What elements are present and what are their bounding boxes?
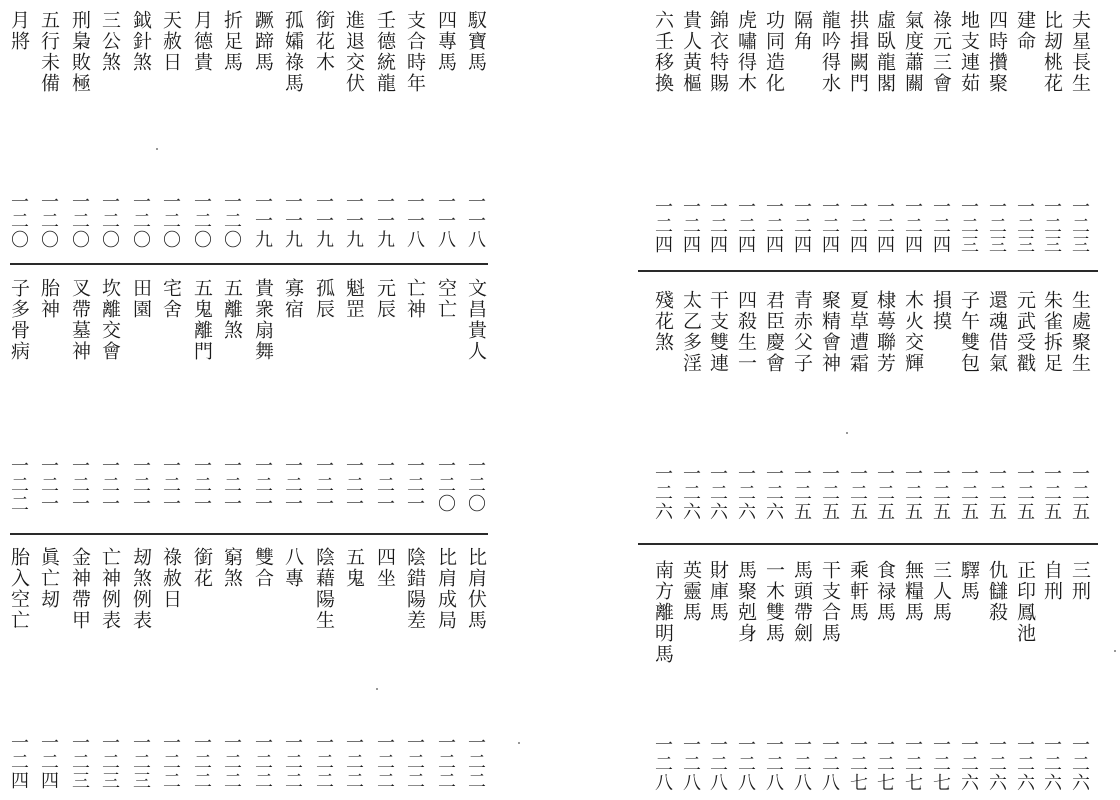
page-number-col: 一二〇 <box>8 192 29 249</box>
index-entry: 窮煞 <box>221 547 243 589</box>
left-tier1-entries <box>0 10 560 130</box>
page-number-col: 一一九 <box>282 192 303 249</box>
right-tier1-entries <box>560 10 1120 130</box>
index-entry: 蹶蹄馬 <box>252 10 274 73</box>
page-number-col: 一二五 <box>819 464 840 521</box>
index-entry: 刼煞例表 <box>130 547 152 631</box>
index-entry: 木火交輝 <box>902 290 924 374</box>
page-number-col: 一一九 <box>374 192 395 249</box>
index-entry: 田園 <box>130 278 152 320</box>
page-number-col: 一二一 <box>69 456 90 513</box>
page-number-col: 一二一 <box>252 456 273 513</box>
page-number-col: 一二一 <box>130 456 151 513</box>
index-entry: 進退交伏 <box>343 10 365 94</box>
page-number-col: 一二四 <box>735 197 756 254</box>
page-number-col: 一二二 <box>252 733 273 790</box>
page-number-col: 一二六 <box>707 464 728 521</box>
page-number-col: 一二〇 <box>38 192 59 249</box>
index-entry: 英靈馬 <box>680 560 702 623</box>
index-entry: 無糧馬 <box>902 560 924 623</box>
page-number-col: 一二六 <box>1069 735 1090 792</box>
page-number-col: 一二六 <box>680 464 701 521</box>
index-entry: 四殺生一 <box>735 290 757 374</box>
page-number-col: 一二二 <box>465 733 486 790</box>
index-entry: 折足馬 <box>221 10 243 73</box>
left-tier3-numbers <box>0 733 560 793</box>
left-tier2-numbers <box>0 456 560 516</box>
page-number-col: 一二六 <box>735 464 756 521</box>
right-page <box>560 0 1120 800</box>
page-number-col: 一二二 <box>191 733 212 790</box>
index-entry: 龍吟得水 <box>819 10 841 94</box>
page-number-col: 一二五 <box>930 464 951 521</box>
scan-speck <box>156 148 158 150</box>
page-number-col: 一二三 <box>986 197 1007 254</box>
index-entry: 子多骨病 <box>8 278 30 362</box>
index-entry: 宅舍 <box>160 278 182 320</box>
index-entry: 殘花煞 <box>652 290 674 353</box>
page-number-col: 一二〇 <box>435 456 456 513</box>
page-number-col: 一二一 <box>374 456 395 513</box>
page-number-col: 一二三 <box>69 733 90 790</box>
page-number-col: 一二二 <box>221 733 242 790</box>
page-number-col: 一二五 <box>791 464 812 521</box>
index-entry: 孤孀祿馬 <box>282 10 304 94</box>
index-entry: 虛臥龍閣 <box>874 10 896 94</box>
index-entry: 天赦日 <box>160 10 182 73</box>
page-number-col: 一二五 <box>986 464 1007 521</box>
right-rule-1 <box>638 270 1098 272</box>
index-entry: 三刑 <box>1069 560 1091 602</box>
page-number-col: 一二五 <box>1069 464 1090 521</box>
index-entry: 眞亡刼 <box>38 547 60 610</box>
page-number-col: 一二五 <box>958 464 979 521</box>
page-number-col: 一二八 <box>763 735 784 792</box>
page-number-col: 一二三 <box>958 197 979 254</box>
page-number-col: 一二六 <box>1041 735 1062 792</box>
index-entry: 坎離交會 <box>99 278 121 362</box>
page-number-col: 一二七 <box>874 735 895 792</box>
index-entry: 貴人黃樞 <box>680 10 702 94</box>
index-entry: 元武受戳 <box>1014 290 1036 374</box>
page-number-col: 一二五 <box>1041 464 1062 521</box>
index-entry: 空亡 <box>435 278 457 320</box>
page-number-col: 一二八 <box>819 735 840 792</box>
index-entry: 三人馬 <box>930 560 952 623</box>
index-entry: 子午雙包 <box>958 290 980 374</box>
page-number-col: 一二六 <box>986 735 1007 792</box>
right-tier3-numbers <box>560 735 1120 795</box>
index-entry: 正印鳳池 <box>1014 560 1036 644</box>
page-number-col: 一二四 <box>707 197 728 254</box>
index-entry: 夫星長生 <box>1069 10 1091 94</box>
index-entry: 馬聚剋身 <box>735 560 757 644</box>
index-entry: 月德貴 <box>191 10 213 73</box>
index-entry: 孤辰 <box>313 278 335 320</box>
page-number-col: 一二一 <box>313 456 334 513</box>
page-number-col: 一二四 <box>819 197 840 254</box>
index-entry: 陰藉陽生 <box>313 547 335 631</box>
page-number-col: 一二五 <box>874 464 895 521</box>
index-entry: 五行未備 <box>38 10 60 94</box>
index-entry: 鉞針煞 <box>130 10 152 73</box>
left-tier2-entries <box>0 278 560 398</box>
index-entry: 亡神例表 <box>99 547 121 631</box>
right-tier2-entries <box>560 290 1120 410</box>
index-entry: 四時攢聚 <box>986 10 1008 94</box>
index-entry: 壬德統龍 <box>374 10 396 94</box>
page-number-col: 一二四 <box>791 197 812 254</box>
page-number-col: 一二八 <box>707 735 728 792</box>
index-entry: 魁罡 <box>343 278 365 320</box>
left-rule-2 <box>10 533 488 535</box>
page-number-col: 一二七 <box>847 735 868 792</box>
page-number-col: 一二二 <box>160 733 181 790</box>
index-entry: 一木雙馬 <box>763 560 785 644</box>
page-number-col: 一二八 <box>652 735 673 792</box>
page-number-col: 一二七 <box>902 735 923 792</box>
page-number-col: 一二一 <box>221 456 242 513</box>
page-number-col: 一二四 <box>652 197 673 254</box>
index-entry: 干支合馬 <box>819 560 841 644</box>
index-entry: 聚精會神 <box>819 290 841 374</box>
page-number-col: 一二二 <box>435 733 456 790</box>
index-entry: 乘軒馬 <box>847 560 869 623</box>
page-number-col: 一二〇 <box>221 192 242 249</box>
page-number-col: 一二二 <box>313 733 334 790</box>
index-entry: 寡宿 <box>282 278 304 320</box>
page-number-col: 一二四 <box>8 733 29 790</box>
index-entry: 比肩伏馬 <box>465 547 487 631</box>
index-entry: 亡神 <box>404 278 426 320</box>
left-tier3-entries <box>0 547 560 667</box>
page-number-col: 一二一 <box>38 456 59 513</box>
page-number-col: 一一八 <box>404 192 425 249</box>
page-number-col: 一二五 <box>1014 464 1035 521</box>
index-entry: 月將 <box>8 10 30 52</box>
left-rule-1 <box>10 263 488 265</box>
page-number-col: 一二六 <box>1014 735 1035 792</box>
index-entry: 食禄馬 <box>874 560 896 623</box>
index-entry: 地支連茹 <box>958 10 980 94</box>
index-entry: 馭寶馬 <box>465 10 487 73</box>
index-entry: 朱雀拆足 <box>1041 290 1063 374</box>
left-tier1-numbers <box>0 192 560 252</box>
index-entry: 錦衣特賜 <box>707 10 729 94</box>
index-entry: 四坐 <box>374 547 396 589</box>
page-number-col: 一二五 <box>902 464 923 521</box>
index-entry: 棣蕚聯芳 <box>874 290 896 374</box>
page-number-col: 一二三 <box>130 733 151 790</box>
page-number-col: 一二四 <box>38 733 59 790</box>
index-entry: 隔角 <box>791 10 813 52</box>
page-number-col: 一二四 <box>930 197 951 254</box>
index-entry: 祿元三會 <box>930 10 952 94</box>
page-number-col: 一二三 <box>99 733 120 790</box>
right-tier1-numbers <box>560 197 1120 257</box>
page-number-col: 一二四 <box>874 197 895 254</box>
scan-speck <box>376 688 378 690</box>
index-entry: 祿赦日 <box>160 547 182 610</box>
index-entry: 生處聚生 <box>1069 290 1091 374</box>
index-entry: 拱揖闕門 <box>847 10 869 94</box>
index-entry: 比肩成局 <box>435 547 457 631</box>
page-number-col: 一二七 <box>930 735 951 792</box>
index-entry: 四專馬 <box>435 10 457 73</box>
page-number-col: 一二一 <box>160 456 181 513</box>
index-entry: 仇讎殺 <box>986 560 1008 623</box>
index-entry: 雙合 <box>252 547 274 589</box>
page-number-col: 一二三 <box>1014 197 1035 254</box>
index-entry: 驛馬 <box>958 560 980 602</box>
page-number-col: 一一九 <box>343 192 364 249</box>
index-entry: 干支雙連 <box>707 290 729 374</box>
index-entry: 銜花木 <box>313 10 335 73</box>
index-entry: 建命 <box>1014 10 1036 52</box>
page-number-col: 一二四 <box>680 197 701 254</box>
right-tier3-entries <box>560 560 1120 690</box>
page-number-col: 一二六 <box>958 735 979 792</box>
right-rule-2 <box>638 543 1098 545</box>
page-number-col: 一一九 <box>313 192 334 249</box>
page-number-col: 一二〇 <box>191 192 212 249</box>
index-entry: 太乙多淫 <box>680 290 702 374</box>
page-number-col: 一二四 <box>847 197 868 254</box>
index-entry: 氣度蕭關 <box>902 10 924 94</box>
index-entry: 馬頭帶劍 <box>791 560 813 644</box>
page-number-col: 一二八 <box>680 735 701 792</box>
index-entry: 財庫馬 <box>707 560 729 623</box>
index-entry: 六壬移換 <box>652 10 674 94</box>
index-entry: 功同造化 <box>763 10 785 94</box>
index-entry: 胎入空亡 <box>8 547 30 631</box>
page-number-col: 一二〇 <box>465 456 486 513</box>
page-number-col: 一二一 <box>99 456 120 513</box>
index-entry: 叉帶墓神 <box>69 278 91 362</box>
page-number-col: 一二五 <box>847 464 868 521</box>
scan-speck <box>1114 650 1116 652</box>
index-entry: 比刼桃花 <box>1041 10 1063 94</box>
page-number-col: 一一九 <box>252 192 273 249</box>
index-entry: 君臣慶會 <box>763 290 785 374</box>
page-number-col: 一二三 <box>1069 197 1090 254</box>
index-entry: 五離煞 <box>221 278 243 341</box>
index-entry: 三公煞 <box>99 10 121 73</box>
page-number-col: 一二六 <box>763 464 784 521</box>
index-entry: 胎神 <box>38 278 60 320</box>
page-number-col: 一二一 <box>282 456 303 513</box>
index-entry: 夏草遭霜 <box>847 290 869 374</box>
index-entry: 文昌貴人 <box>465 278 487 362</box>
scan-speck <box>518 742 520 744</box>
page-number-col: 一二四 <box>763 197 784 254</box>
page-number-col: 一二一 <box>343 456 364 513</box>
index-entry: 貴衆扇舞 <box>252 278 274 362</box>
page-number-col: 一二〇 <box>130 192 151 249</box>
index-entry: 五鬼 <box>343 547 365 589</box>
index-entry: 元辰 <box>374 278 396 320</box>
scan-speck <box>846 432 848 434</box>
page-number-col: 一二〇 <box>160 192 181 249</box>
page-number-col: 一二二 <box>8 456 29 513</box>
page-number-col: 一一八 <box>435 192 456 249</box>
index-entry: 銜花 <box>191 547 213 589</box>
page-number-col: 一二二 <box>282 733 303 790</box>
index-entry: 金神帶甲 <box>69 547 91 631</box>
page-number-col: 一二〇 <box>69 192 90 249</box>
right-tier2-numbers <box>560 464 1120 524</box>
index-entry: 南方離明馬 <box>652 560 674 665</box>
page-number-col: 一二二 <box>343 733 364 790</box>
page-number-col: 一二三 <box>1041 197 1062 254</box>
page-number-col: 一二八 <box>735 735 756 792</box>
index-entry: 八專 <box>282 547 304 589</box>
index-entry: 支合時年 <box>404 10 426 94</box>
index-entry: 五鬼離門 <box>191 278 213 362</box>
index-entry: 虎嘯得木 <box>735 10 757 94</box>
page-number-col: 一二四 <box>902 197 923 254</box>
index-entry: 刑梟敗極 <box>69 10 91 94</box>
index-entry: 損摸 <box>930 290 952 332</box>
index-entry: 還魂借氣 <box>986 290 1008 374</box>
page-number-col: 一一八 <box>465 192 486 249</box>
index-entry: 青赤父子 <box>791 290 813 374</box>
page-number-col: 一二一 <box>191 456 212 513</box>
page-number-col: 一二一 <box>404 456 425 513</box>
index-entry: 陰錯陽差 <box>404 547 426 631</box>
page-number-col: 一二六 <box>652 464 673 521</box>
page-number-col: 一二二 <box>374 733 395 790</box>
index-entry: 自刑 <box>1041 560 1063 602</box>
page-number-col: 一二二 <box>404 733 425 790</box>
page-number-col: 一二八 <box>791 735 812 792</box>
page-number-col: 一二〇 <box>99 192 120 249</box>
